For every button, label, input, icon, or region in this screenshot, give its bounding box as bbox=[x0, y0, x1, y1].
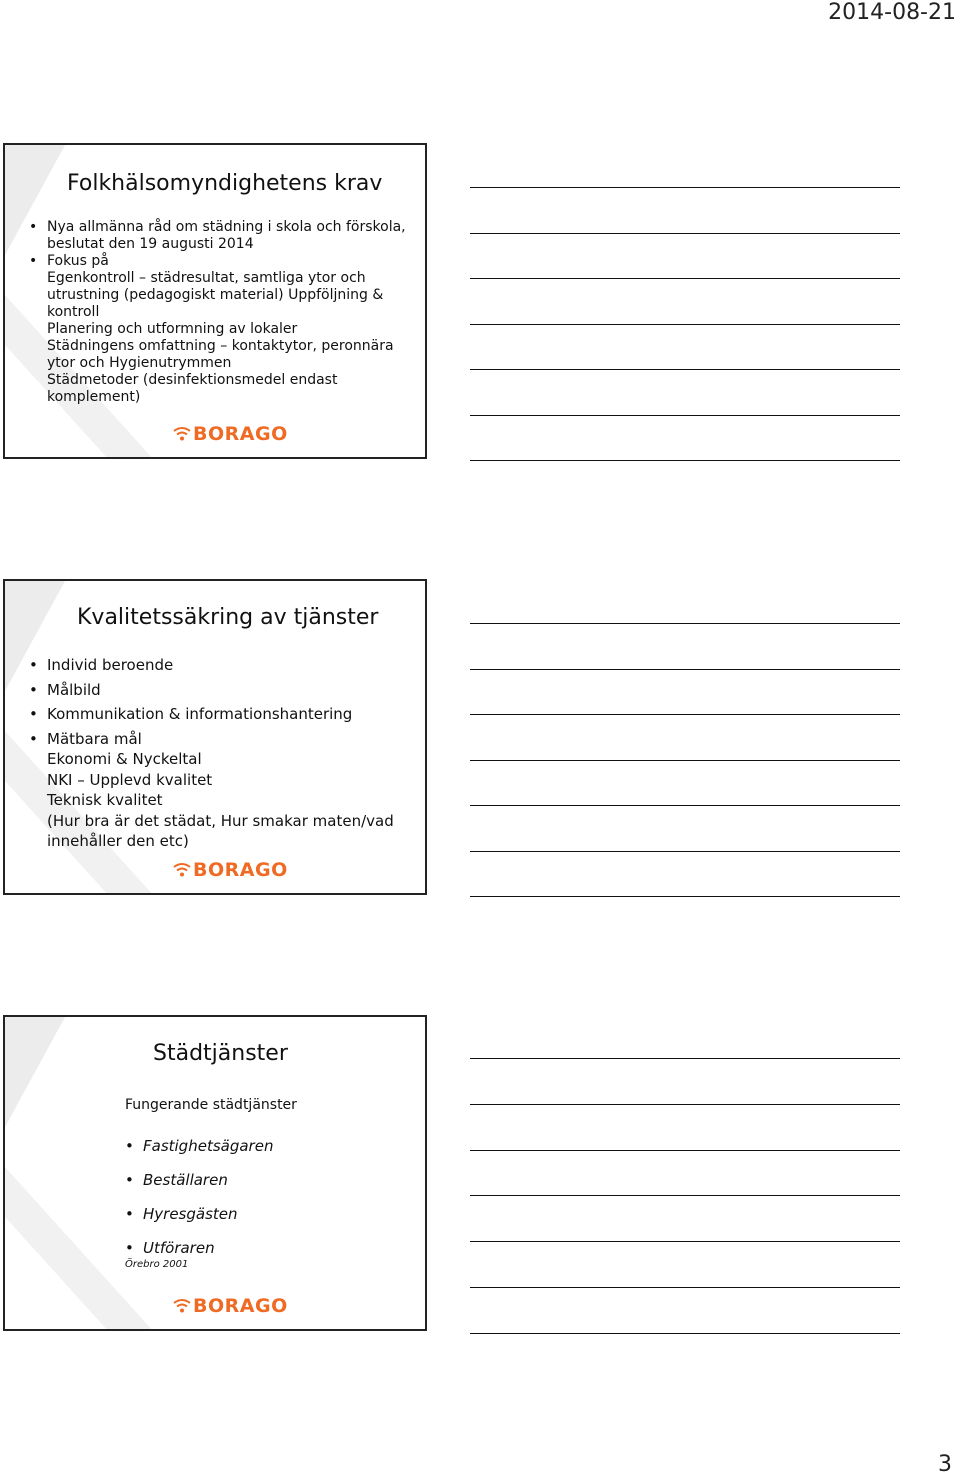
note-line bbox=[470, 460, 900, 461]
print-date: 2014-08-21 bbox=[828, 0, 956, 25]
note-line bbox=[470, 669, 900, 670]
slide-title: Kvalitetssäkring av tjänster bbox=[77, 605, 379, 630]
note-line bbox=[470, 415, 900, 416]
list-item: Ekonomi & Nyckeltal bbox=[47, 750, 202, 768]
note-line bbox=[470, 1287, 900, 1288]
logo-text: BORAGO bbox=[193, 423, 288, 445]
slide-subtitle: Fungerande städtjänster bbox=[125, 1097, 297, 1113]
list-item: • Kommunikation & informationshantering bbox=[29, 704, 421, 725]
list-item: (Hur bra är det städat, Hur smakar maten/vad innehåller den etc) bbox=[47, 811, 394, 850]
note-line bbox=[470, 714, 900, 715]
note-line bbox=[470, 324, 900, 325]
note-line bbox=[470, 369, 900, 370]
list-item: • Målbild bbox=[29, 680, 421, 701]
slide-3 bbox=[3, 1015, 427, 1331]
logo-text: BORAGO bbox=[193, 1295, 288, 1317]
slide-title: Folkhälsomyndighetens krav bbox=[67, 171, 383, 196]
wifi-signal-icon bbox=[173, 862, 191, 878]
list-item: • Utföraren bbox=[125, 1231, 273, 1265]
borago-logo bbox=[173, 423, 288, 445]
note-line bbox=[470, 1195, 900, 1196]
wifi-signal-icon bbox=[173, 426, 191, 442]
note-line bbox=[470, 896, 900, 897]
borago-logo bbox=[173, 859, 288, 881]
bullet-list bbox=[29, 219, 409, 406]
slide-2 bbox=[3, 579, 427, 895]
list-item: NKI – Upplevd kvalitet bbox=[47, 770, 213, 789]
list-item: Teknisk kvalitet bbox=[47, 791, 163, 809]
list-item: • Nya allmänna råd om städning i skola och förskola, beslutat den 19 augusti 2014 bbox=[29, 219, 409, 253]
note-line bbox=[470, 1333, 900, 1334]
list-item: Egenkontroll – städresultat, samtliga ytor och utrustning (pedagogiskt material) Uppföljning & kontroll bbox=[47, 270, 384, 320]
bullet-list bbox=[125, 1129, 273, 1265]
note-line bbox=[470, 187, 900, 188]
list-item: • Beställaren bbox=[125, 1163, 273, 1197]
slide-1 bbox=[3, 143, 427, 459]
list-item: • Fokus på bbox=[29, 253, 409, 270]
bullet-list bbox=[29, 655, 421, 852]
note-line bbox=[470, 1058, 900, 1059]
list-item: • Hyresgästen bbox=[125, 1197, 273, 1231]
list-item: Städmetoder (desinfektionsmedel endast komplement) bbox=[47, 372, 338, 405]
note-line bbox=[470, 851, 900, 852]
borago-logo bbox=[173, 1295, 288, 1317]
logo-text: BORAGO bbox=[193, 859, 288, 881]
list-item: • Fastighetsägaren bbox=[125, 1129, 273, 1163]
list-item: • Individ beroende bbox=[29, 655, 421, 676]
list-item: Planering och utformning av lokaler bbox=[47, 321, 298, 337]
wifi-signal-icon bbox=[173, 1298, 191, 1314]
source-note: Örebro 2001 bbox=[125, 1259, 189, 1270]
note-line bbox=[470, 1150, 900, 1151]
note-line bbox=[470, 278, 900, 279]
note-line bbox=[470, 805, 900, 806]
note-line bbox=[470, 1241, 900, 1242]
note-line bbox=[470, 623, 900, 624]
note-line bbox=[470, 1104, 900, 1105]
slide-title: Städtjänster bbox=[153, 1041, 288, 1066]
note-line bbox=[470, 233, 900, 234]
list-item: • Mätbara mål bbox=[29, 729, 421, 750]
note-line bbox=[470, 760, 900, 761]
list-item: Städningens omfattning – kontaktytor, peronnära ytor och Hygienutrymmen bbox=[47, 338, 394, 371]
page-number: 3 bbox=[938, 1452, 952, 1477]
